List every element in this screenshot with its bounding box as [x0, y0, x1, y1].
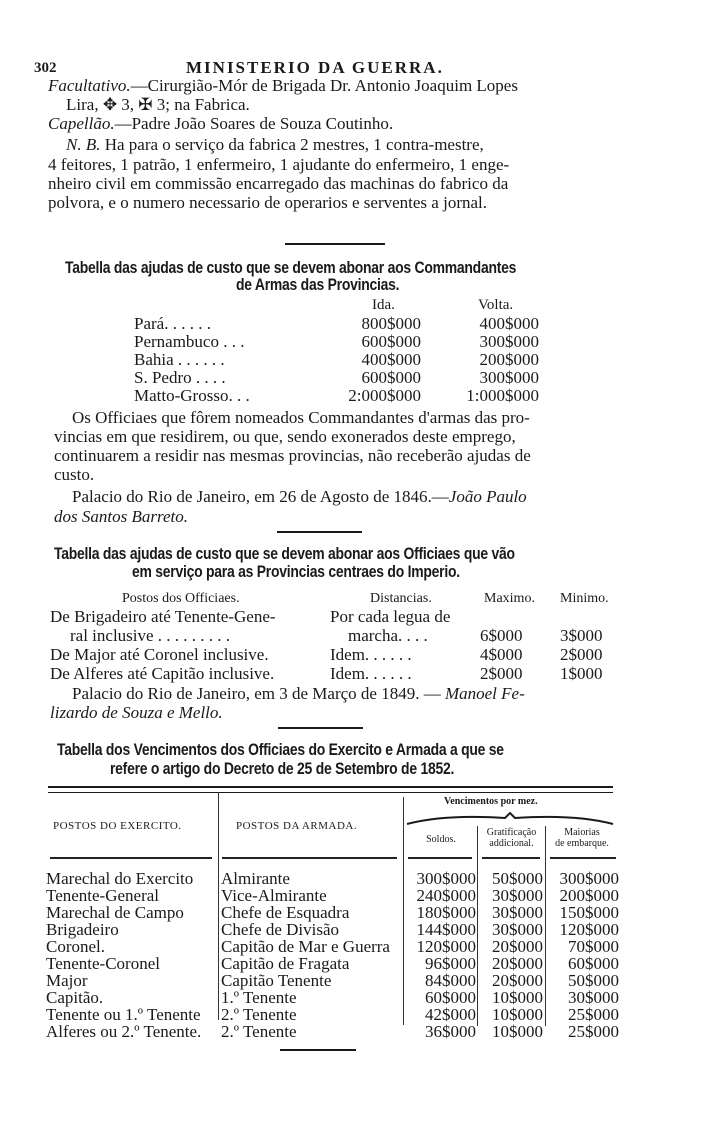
signature-place-date: Palacio do Rio de Janeiro, em 3 de Março de 1849. — [72, 684, 441, 703]
table3-col-maiorias [546, 827, 618, 849]
province-cell: Pará. . . . . . [134, 314, 211, 333]
running-title: MINISTERIO DA GUERRA. [186, 58, 444, 77]
table2-row-3-dist: Idem. . . . . . [330, 664, 412, 683]
header-underline [50, 857, 212, 859]
gratificacao-cell: 30$000 [492, 886, 543, 905]
exercito-cell: Brigadeiro [46, 920, 119, 939]
table1-signature-2: dos Santos Barreto. [54, 507, 188, 526]
armada-cell: 2.º Tenente [221, 1022, 297, 1041]
nb-label: N. B. [66, 135, 101, 154]
divider [285, 243, 385, 245]
table2-col-distancias: Distancias. [370, 591, 432, 606]
maiorias-cell: 200$000 [559, 886, 619, 905]
soldos-cell: 120$000 [416, 937, 476, 956]
table1-note-4: custo. [54, 465, 95, 484]
exercito-cell: Tenente ou 1.º Tenente [46, 1005, 201, 1024]
table-row [134, 350, 554, 368]
table2-signature-1 [72, 684, 525, 703]
header-underline [550, 857, 616, 859]
header-line: de embarque. [555, 838, 609, 849]
maiorias-cell: 25$000 [568, 1022, 619, 1041]
table1-note-1: Os Officiaes que fôrem nomeados Commandantes d'armas das pro- [72, 408, 530, 427]
table-row [0, 954, 725, 971]
exercito-cell: Alferes ou 2.º Tenente. [46, 1022, 202, 1041]
table1-title-1: Tabella das ajudas de custo que se devem abonar aos Commandantes [65, 258, 517, 277]
facultativo-line-2: Lira, ✥ 3, ✠ 3; na Fabrica. [66, 95, 250, 114]
table3-body [0, 869, 725, 1039]
table2-row-2-minimo: 2$000 [560, 645, 603, 664]
header-underline [408, 857, 472, 859]
table-row [0, 971, 725, 988]
armada-cell: Chefe de Esquadra [221, 903, 350, 922]
volta-cell: 400$000 [479, 314, 539, 333]
brace-icon [405, 812, 615, 826]
header-line: Maiorias [564, 827, 600, 838]
soldos-cell: 60$000 [425, 988, 476, 1007]
exercito-cell: Coronel. [46, 937, 106, 956]
maiorias-cell: 50$000 [568, 971, 619, 990]
soldos-cell: 180$000 [416, 903, 476, 922]
exercito-cell: Marechal do Exercito [46, 869, 194, 888]
table2-signature-2: lizardo de Souza e Mello. [50, 703, 223, 722]
volta-cell: 1:000$000 [466, 386, 539, 405]
table-row [134, 332, 554, 350]
signature-place-date: Palacio do Rio de Janeiro, em 26 de Agosto de 1846.— [72, 487, 449, 506]
maiorias-cell: 30$000 [568, 988, 619, 1007]
gratificacao-cell: 10$000 [492, 1022, 543, 1041]
table1-title-2: de Armas das Provincias. [236, 275, 400, 294]
capellao-text: —Padre João Soares de Souza Coutinho. [114, 114, 394, 133]
gratificacao-cell: 10$000 [492, 1005, 543, 1024]
facultativo-line-1 [48, 76, 518, 95]
province-cell: S. Pedro . . . . [134, 368, 226, 387]
soldos-cell: 240$000 [416, 886, 476, 905]
ida-cell: 2:000$000 [348, 386, 421, 405]
nb-line-2: 4 feitores, 1 patrão, 1 enfermeiro, 1 ajudante do enfermeiro, 1 enge- [48, 155, 510, 174]
table3-col-group: Vencimentos por mez. [444, 796, 538, 807]
armada-cell: Capitão Tenente [221, 971, 332, 990]
nb-line-4: polvora, e o numero necessario de operarios e serventes a jornal. [48, 193, 487, 212]
divider [280, 1049, 356, 1051]
table2-row-3-posto: De Alferes até Capitão inclusive. [50, 664, 275, 683]
armada-cell: Capitão de Fragata [221, 954, 350, 973]
table3-col-soldos: Soldos. [426, 834, 456, 845]
soldos-cell: 36$000 [425, 1022, 476, 1041]
gratificacao-cell: 50$000 [492, 869, 543, 888]
table2-row-1-minimo: 3$000 [560, 626, 603, 645]
nb-line-3: nheiro civil em commissão encarregado das machinas do fabrico da [48, 174, 509, 193]
table2-row-2-maximo: 4$000 [480, 645, 523, 664]
signature-name: João Paulo [448, 487, 527, 506]
table3-title-2: refere o artigo do Decreto de 25 de Setembro de 1852. [110, 759, 455, 778]
capellao-line [48, 114, 393, 133]
table1-col-volta: Volta. [478, 297, 514, 313]
table2-row-1-posto: De Brigadeiro até Tenente-Gene- [50, 607, 276, 626]
table2-col-postos: Postos dos Officiaes. [122, 591, 240, 606]
table2-row-1-dist: Por cada legua de [330, 607, 451, 626]
maiorias-cell: 150$000 [559, 903, 619, 922]
signature-name: Manoel Fe- [444, 684, 525, 703]
table2-row-1-maximo: 6$000 [480, 626, 523, 645]
volta-cell: 300$000 [479, 368, 539, 387]
facultativo-label: Facultativo. [48, 76, 131, 95]
armada-cell: Chefe de Divisão [221, 920, 340, 939]
exercito-cell: Major [46, 971, 88, 990]
armada-cell: Almirante [221, 869, 290, 888]
maiorias-cell: 300$000 [559, 869, 619, 888]
table1-col-ida: Ida. [372, 297, 395, 313]
table3-col-exercito: POSTOS DO EXERCITO. [53, 820, 182, 832]
header-underline [482, 857, 540, 859]
table-row [0, 886, 725, 903]
table2-row-3-minimo: 1$000 [560, 664, 603, 683]
table3-top-rule [48, 786, 613, 793]
gratificacao-cell: 30$000 [492, 920, 543, 939]
table-row [0, 1005, 725, 1022]
nb-line-1 [66, 135, 484, 154]
table3-col-armada: POSTOS DA ARMADA. [236, 820, 358, 832]
table-row [0, 903, 725, 920]
page-number: 302 [34, 60, 57, 76]
ida-cell: 400$000 [361, 350, 421, 369]
divider [278, 727, 363, 729]
table3-title-1: Tabella dos Vencimentos dos Officiaes do Exercito e Armada a que se [57, 740, 504, 759]
table2-row-3-maximo: 2$000 [480, 664, 523, 683]
table2-title-1: Tabella das ajudas de custo que se devem abonar aos Officiaes que vão [54, 544, 515, 563]
volta-cell: 300$000 [479, 332, 539, 351]
table-row [0, 937, 725, 954]
soldos-cell: 84$000 [425, 971, 476, 990]
table1-note-2: vincias em que residirem, ou que, sendo exonerados deste emprego, [54, 427, 516, 446]
table-row [134, 314, 554, 332]
soldos-cell: 144$000 [416, 920, 476, 939]
header-line: addicional. [489, 838, 534, 849]
table3-col-gratificacao [478, 827, 545, 849]
table-row [0, 988, 725, 1005]
soldos-cell: 42$000 [425, 1005, 476, 1024]
table2-col-minimo: Minimo. [560, 591, 609, 606]
volta-cell: 200$000 [479, 350, 539, 369]
gratificacao-cell: 20$000 [492, 954, 543, 973]
table-row [134, 368, 554, 386]
exercito-cell: Tenente-General [46, 886, 160, 905]
table-row [0, 869, 725, 886]
maiorias-cell: 60$000 [568, 954, 619, 973]
table1-note-3: continuarem a residir nas mesmas provincias, não receberão ajudas de [54, 446, 531, 465]
province-cell: Matto-Grosso. . . [134, 386, 250, 405]
table-row [0, 920, 725, 937]
nb-text: Ha para o serviço da fabrica 2 mestres, 1 contra-mestre, [100, 135, 484, 154]
capellao-label: Capellão. [48, 114, 115, 133]
header-line: Gratificação [486, 827, 537, 838]
exercito-cell: Marechal de Campo [46, 903, 184, 922]
province-cell: Bahia . . . . . . [134, 350, 225, 369]
exercito-cell: Tenente-Coronel [46, 954, 160, 973]
province-cell: Pernambuco . . . [134, 332, 245, 351]
gratificacao-cell: 20$000 [492, 971, 543, 990]
maiorias-cell: 25$000 [568, 1005, 619, 1024]
exercito-cell: Capitão. [46, 988, 104, 1007]
table1-signature-1 [72, 487, 527, 506]
gratificacao-cell: 30$000 [492, 903, 543, 922]
table2-col-maximo: Maximo. [484, 591, 535, 606]
soldos-cell: 300$000 [416, 869, 476, 888]
ida-cell: 800$000 [361, 314, 421, 333]
gratificacao-cell: 10$000 [492, 988, 543, 1007]
ida-cell: 600$000 [361, 368, 421, 387]
table2-row-2-posto: De Major até Coronel inclusive. [50, 645, 269, 664]
facultativo-text: —Cirurgião-Mór de Brigada Dr. Antonio Joaquim Lopes [130, 76, 518, 95]
table2-title-2: em serviço para as Provincias centraes do Imperio. [132, 562, 460, 581]
armada-cell: Capitão de Mar e Guerra [221, 937, 390, 956]
table2-row-1-posto-cont: ral inclusive . . . . . . . . . [70, 626, 231, 645]
table-row [134, 386, 554, 404]
divider [277, 531, 362, 533]
soldos-cell: 96$000 [425, 954, 476, 973]
maiorias-cell: 120$000 [559, 920, 619, 939]
table2-row-2-dist: Idem. . . . . . [330, 645, 412, 664]
maiorias-cell: 70$000 [568, 937, 619, 956]
table-row [0, 1022, 725, 1039]
gratificacao-cell: 20$000 [492, 937, 543, 956]
armada-cell: 1.º Tenente [221, 988, 297, 1007]
armada-cell: 2.º Tenente [221, 1005, 297, 1024]
ida-cell: 600$000 [361, 332, 421, 351]
armada-cell: Vice-Almirante [221, 886, 327, 905]
header-underline [222, 857, 397, 859]
table2-row-1-dist-cont: marcha. . . . [348, 626, 428, 645]
table1-rows [134, 314, 554, 404]
